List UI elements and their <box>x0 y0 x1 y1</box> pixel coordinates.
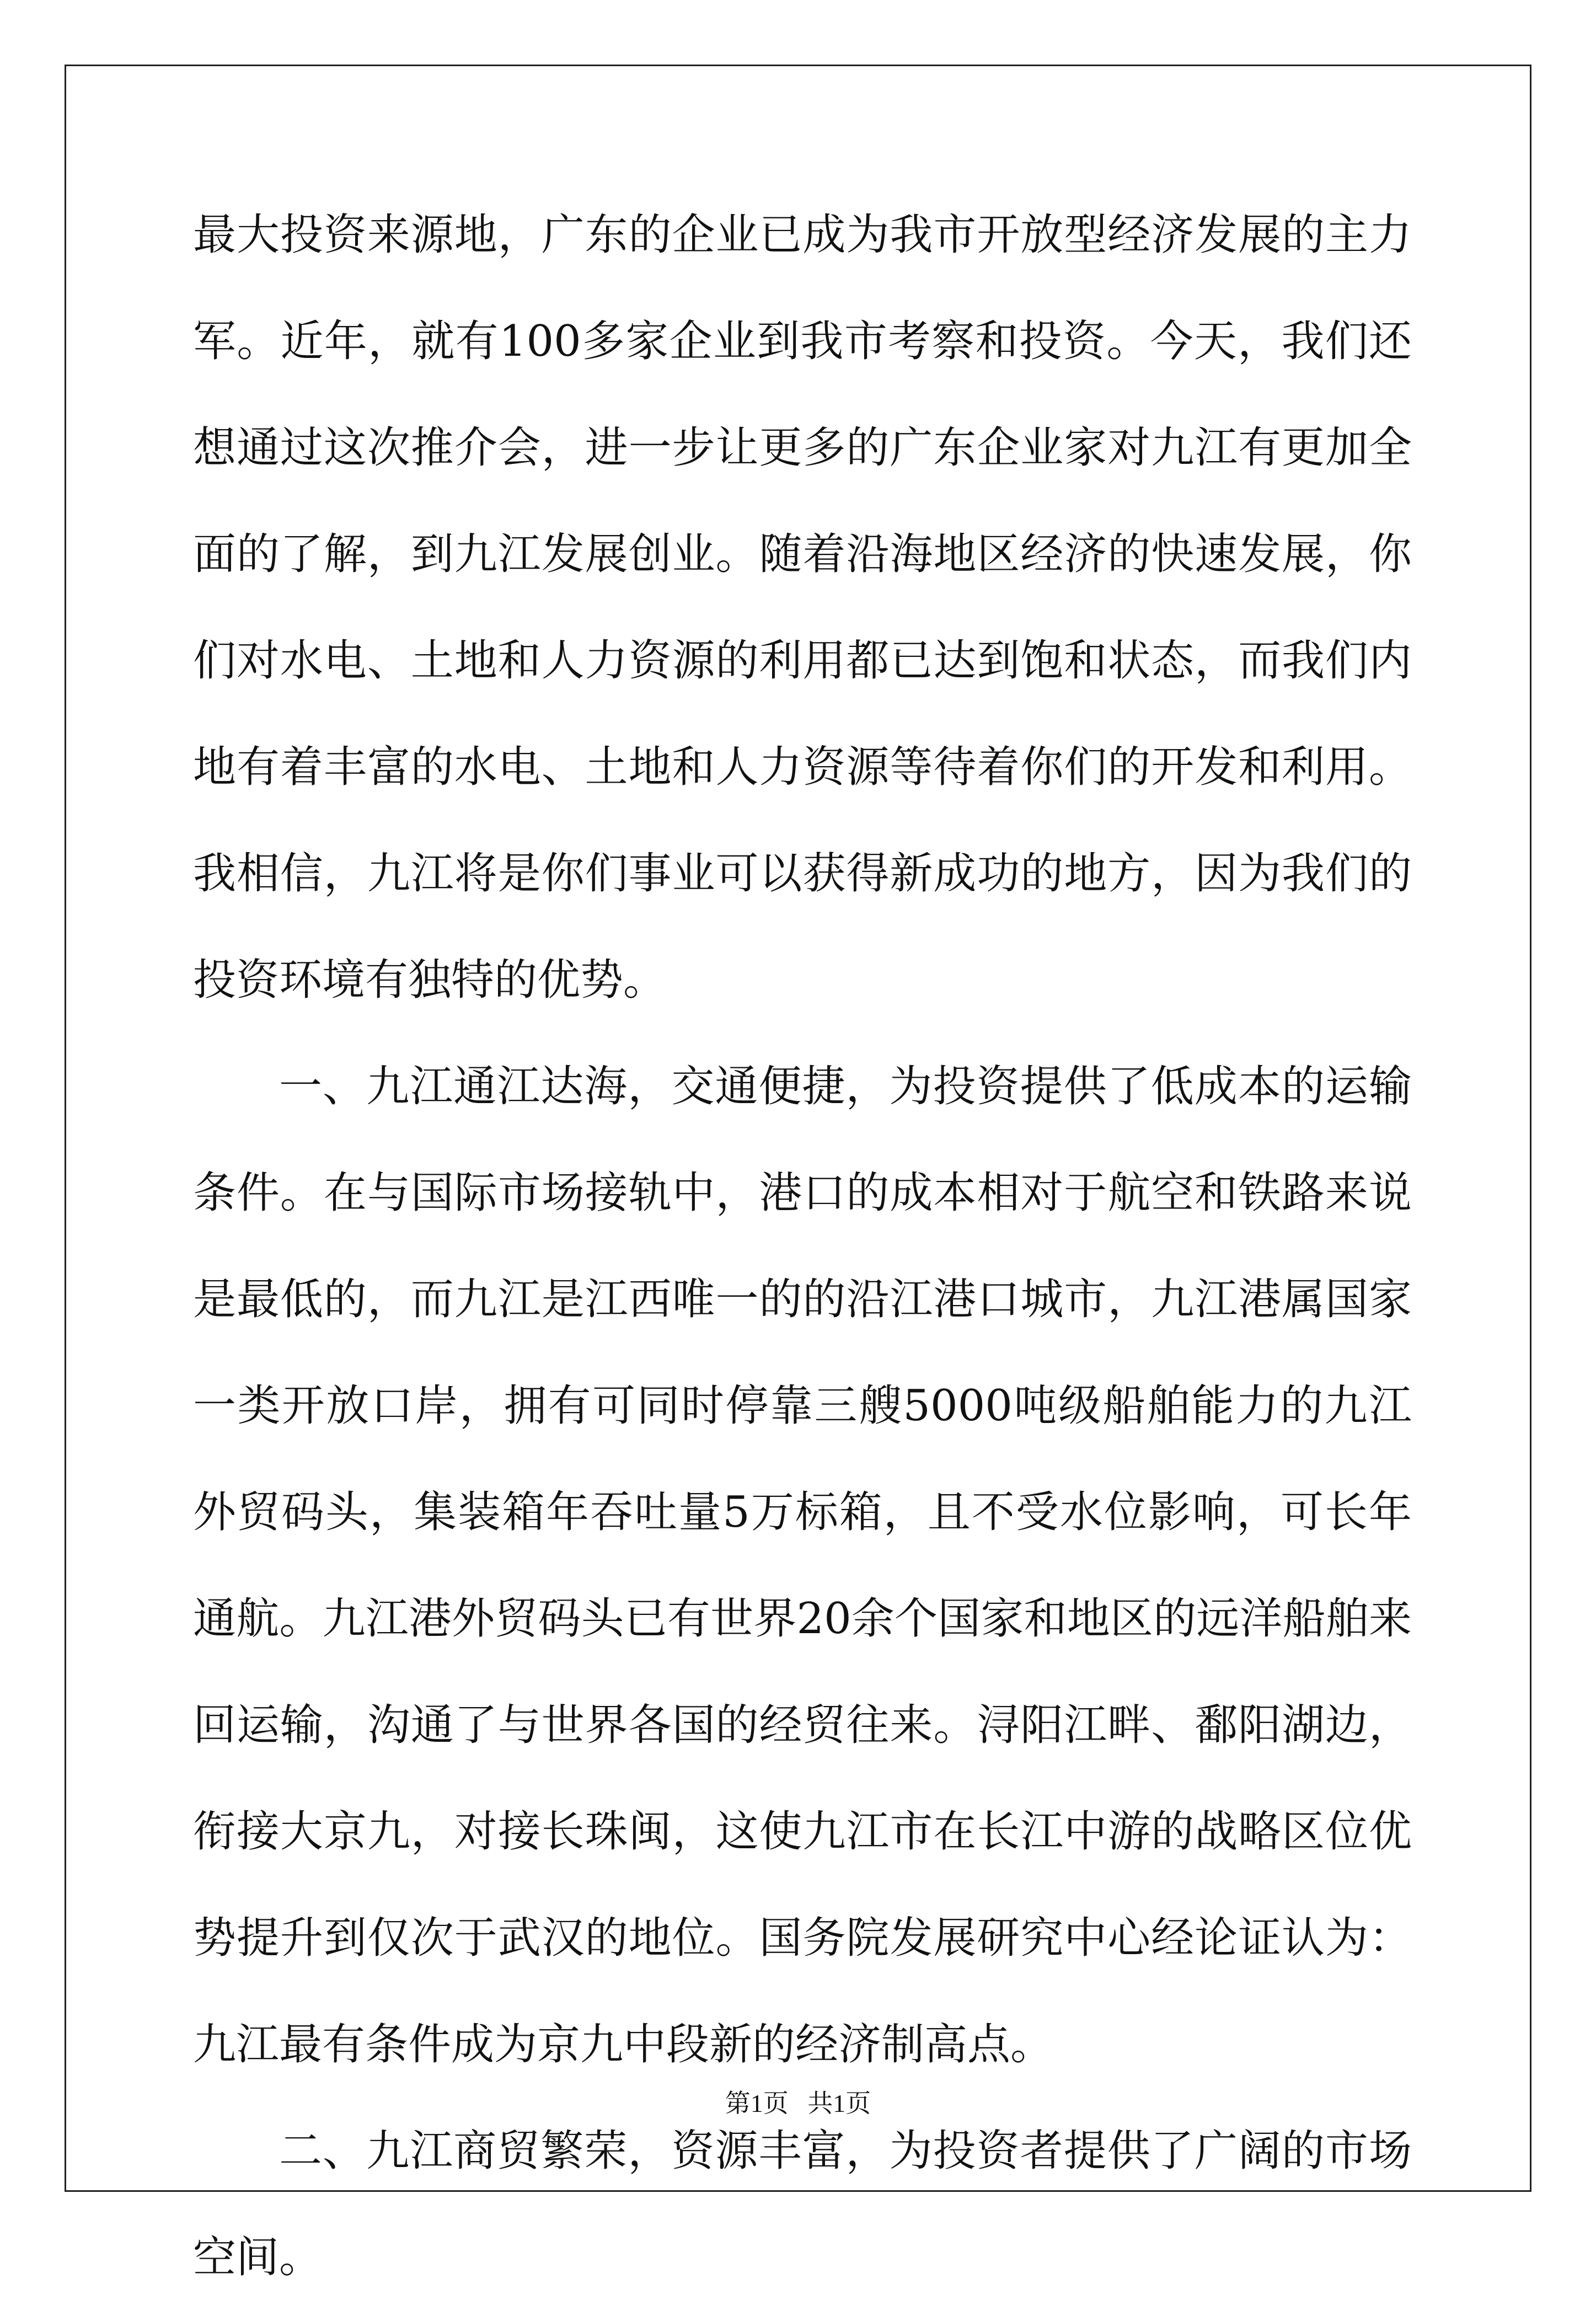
paragraph-3: 二、九江商贸繁荣，资源丰富，为投资者提供了广阔的市场空间。 <box>193 2126 1412 2282</box>
page-number-footer: 第1页 共1页 <box>725 2089 871 2117</box>
paragraph-2: 一、九江通江达海，交通便捷，为投资提供了低成本的运输条件。在与国际市场接轨中，港口的成本相对于航空和铁路来说是最低的，而九江是江西唯一的的沿江港口城市，九江港属国家一类开放口岸，拥有可同时停靠三艘5000吨级船舶能力的九江外贸码头，集装箱年吞吐量5万标箱，且不受水位影响，可长年通航。九江港外贸码头已有世界20余个国家和地区的远洋船舶来回运输，沟通了与世界各国的经贸往来。浔阳江畔、鄱阳湖边，衔接大京九，对接长珠闽，这使九江市在长江中游的战略区位优势提升到仅次于武汉的地位。国务院发展研究中心经论证认为：九江最有条件成为京九中段新的经济制高点。 <box>193 1062 1412 2069</box>
document-body <box>193 182 1412 2311</box>
paragraph-1: 最大投资来源地，广东的企业已成为我市开放型经济发展的主力军。近年，就有100多家企业到我市考察和投资。今天，我们还想通过这次推介会，进一步让更多的广东企业家对九江有更加全面的了解，到九江发展创业。随着沿海地区经济的快速发展，你们对水电、土地和人力资源的利用都已达到饱和状态，而我们内地有着丰富的水电、土地和人力资源等待着你们的开发和利用。我相信，九江将是你们事业可以获得新成功的地方，因为我们的投资环境有独特的优势。 <box>193 210 1412 1005</box>
